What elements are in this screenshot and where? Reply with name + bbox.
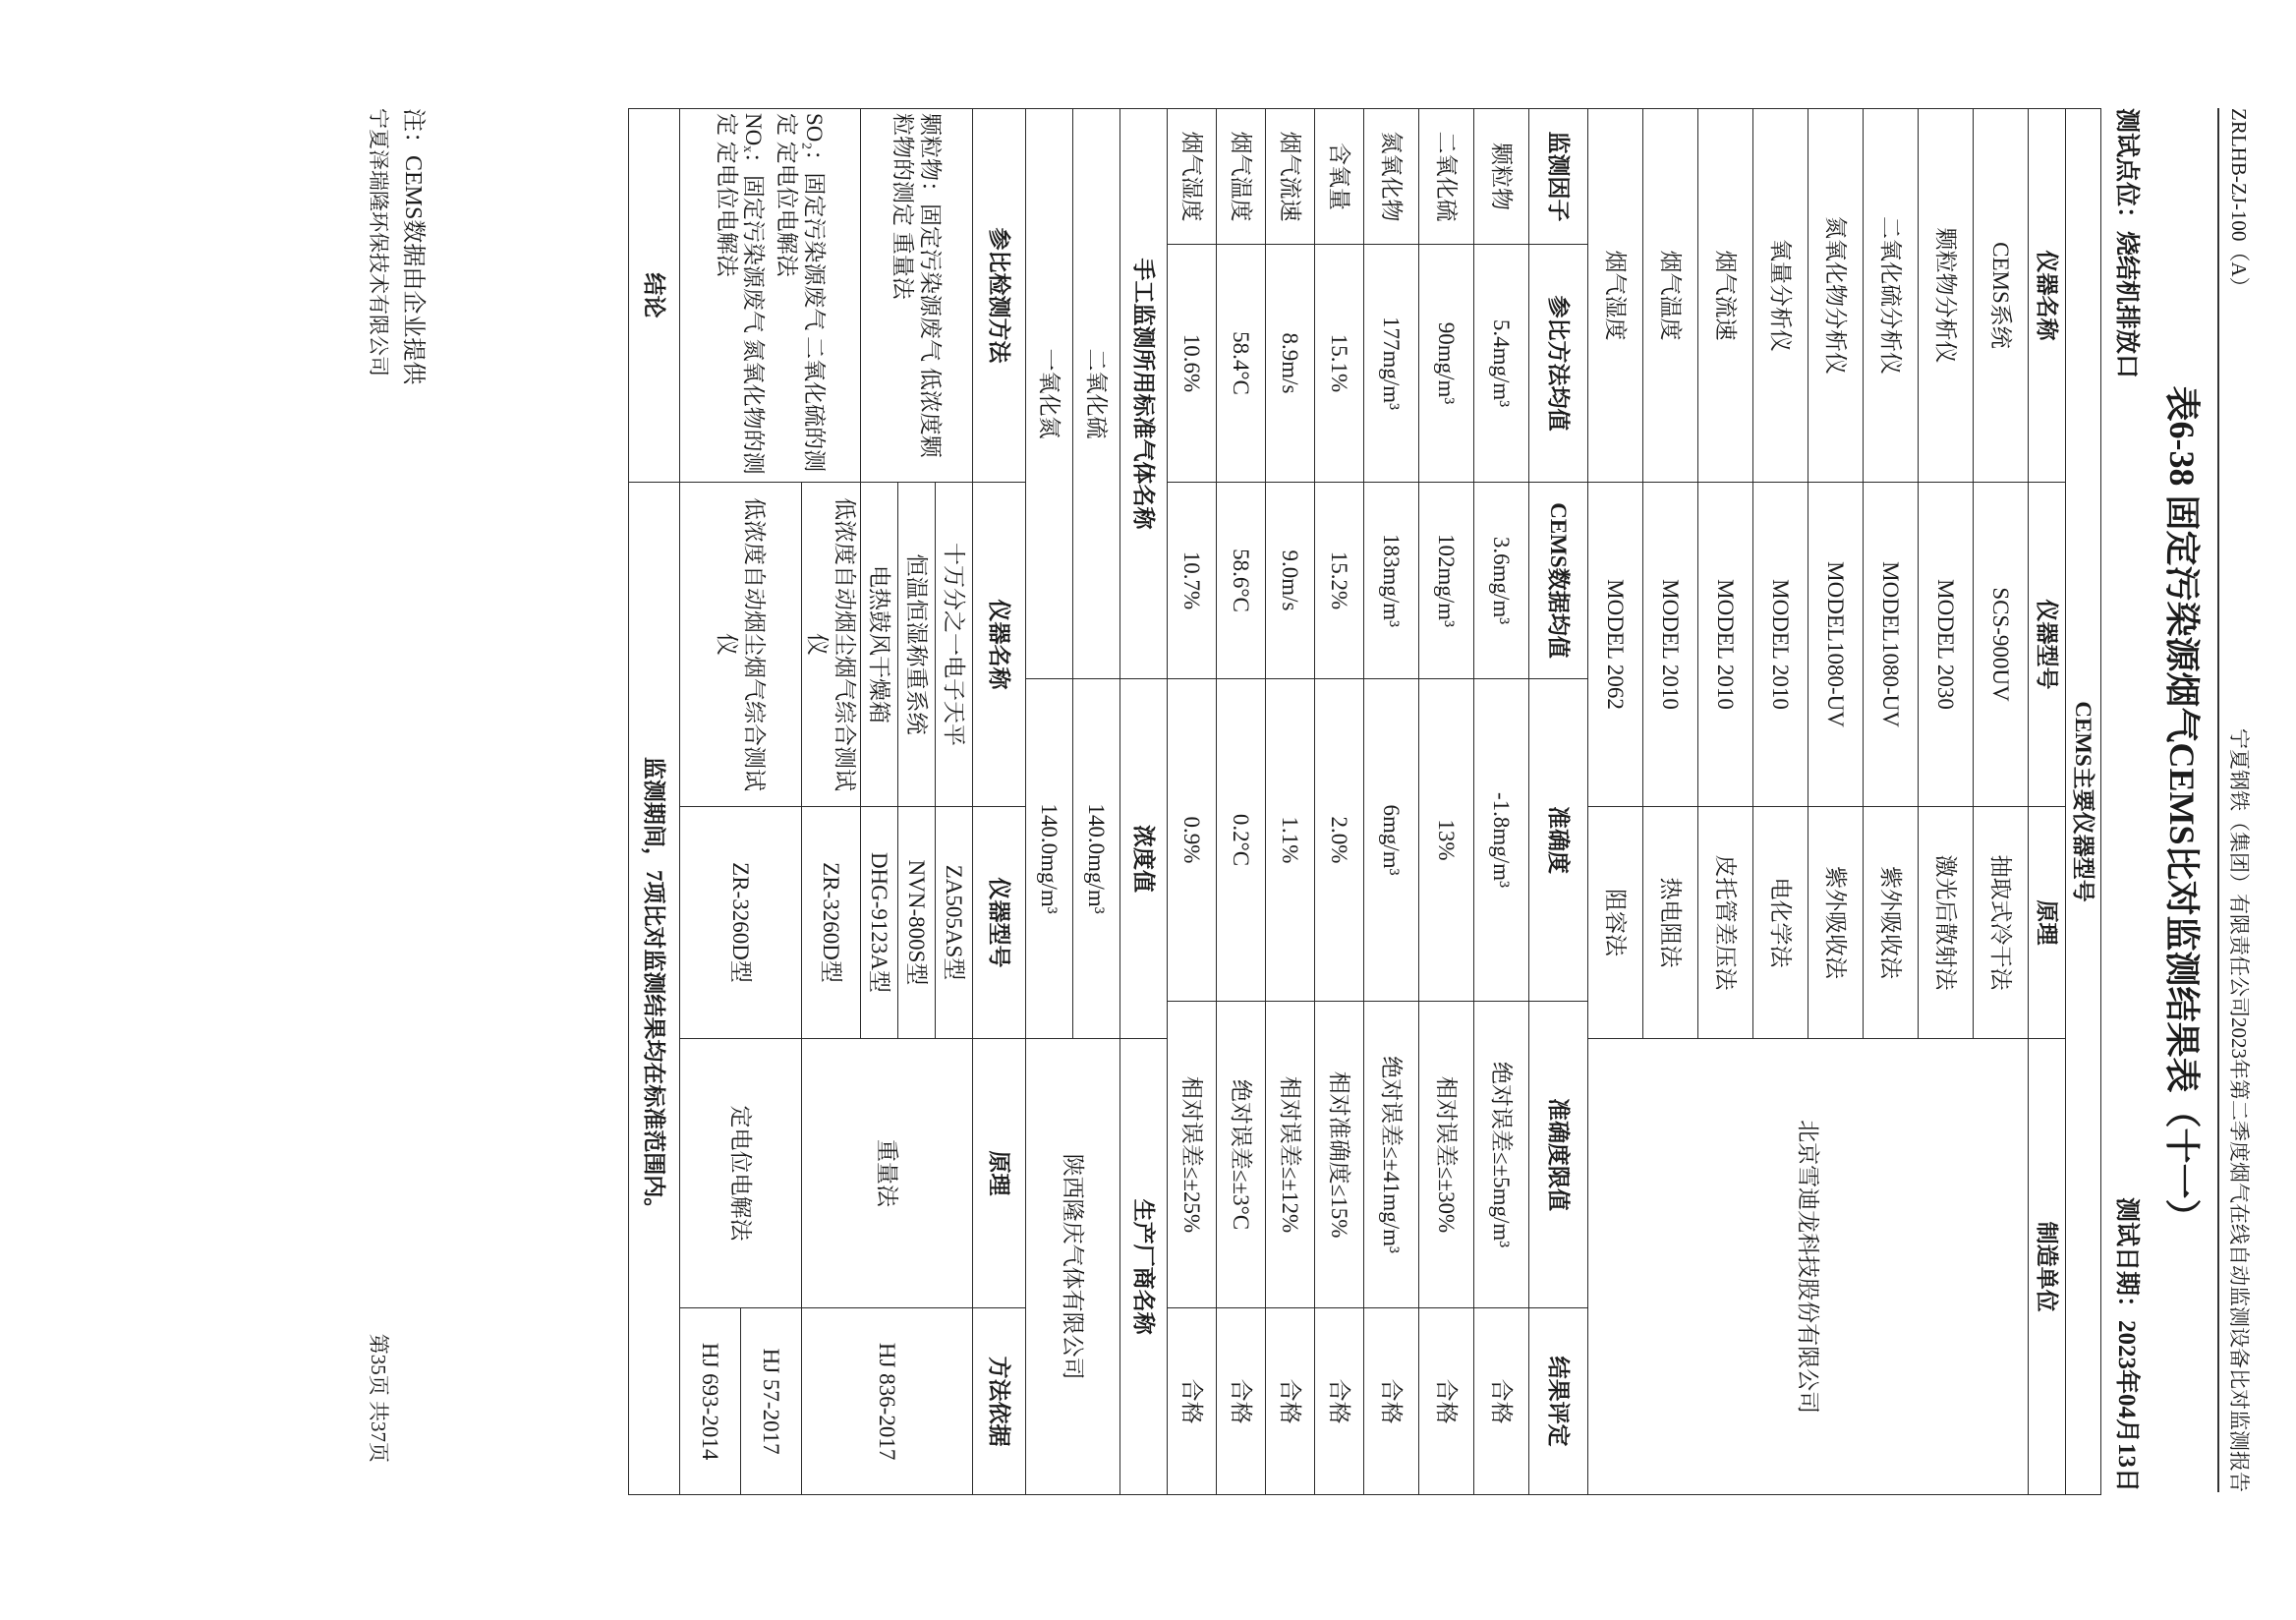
col-ref-method: 参比检测方法 <box>973 109 1026 483</box>
test-meta <box>2111 108 2147 1492</box>
table-row: 二氧化硫 140.0mg/m³ 陕西隆庆气体有限公司 <box>1073 109 1120 1495</box>
table-row: 低浓度自动烟尘烟气综合测试仪 ZR-3260D型 定电位电解法 HJ 57-2017 <box>740 109 801 1495</box>
table-row: 烟气流速 8.9m/s 9.0m/s 1.1% 相对误差≤±12% 合格 <box>1266 109 1315 1495</box>
table-row: SO₂：固定污染源废气 二氧化硫的测定 定电位电解法 NOₓ：固定污染源废气 氮氧化物的测定 定电位电解法 低浓度自动烟尘烟气综合测试仪 ZR-3260D型 <box>801 109 860 1495</box>
test-point: 测试点位：烧结机排放口 <box>2113 108 2140 379</box>
monitor-header-row <box>1529 109 1588 1495</box>
conclusion-label: 结论 <box>628 109 679 483</box>
method-so2: SO₂：固定污染源废气 二氧化硫的测定 定电位电解法 <box>775 113 827 473</box>
gas-maker: 陕西隆庆气体有限公司 <box>1026 1039 1120 1495</box>
col-gas-maker: 生产厂商名称 <box>1120 1039 1168 1495</box>
table-row: 烟气流速 MODEL 2010 皮托管差压法 <box>1698 109 1753 1495</box>
basis-nox: HJ 693-2014 <box>679 1308 740 1495</box>
table-row: 恒温恒湿称重系统 NVN-800S型 <box>898 109 936 1495</box>
table-row: 含氧量 15.1% 15.2% 2.0% 相对准确度≤15% 合格 <box>1315 109 1364 1495</box>
table-row: 烟气温度 58.4°C 58.6°C 0.2°C 绝对误差≤±3°C 合格 <box>1217 109 1266 1495</box>
col-instrument-name: 仪器名称 <box>2029 109 2066 483</box>
methods-gas <box>679 109 860 483</box>
col-accuracy: 准确度 <box>1529 679 1588 1002</box>
principle-electrolysis: 定电位电解法 <box>679 1039 801 1308</box>
col-cems-mean: CEMS数据均值 <box>1529 483 1588 679</box>
document-header <box>2217 108 2255 1492</box>
table-row: 烟气湿度 10.6% 10.7% 0.9% 相对误差≤±25% 合格 <box>1168 109 1217 1495</box>
col-principle: 原理 <box>2029 807 2066 1039</box>
col-ref-instrument: 仪器名称 <box>973 483 1026 807</box>
cems-comparison-table <box>628 108 2101 1495</box>
table-row: 氧量分析仪 MODEL 2010 电化学法 <box>1753 109 1808 1495</box>
table-row: 颗粒物 5.4mg/m³ 3.6mg/m³ -1.8mg/m³ 绝对误差≤±5mg/m³ 合格 <box>1474 109 1529 1495</box>
table-row: CEMS系统 SCS-900UV 抽取式冷干法 北京雪迪龙科技股份有限公司 <box>1974 109 2029 1495</box>
table-note: 注：CEMS数据由企业提供 <box>400 108 426 385</box>
std-gas-header-row <box>1120 109 1168 1495</box>
method-nox: NOₓ：固定污染源废气 氮氧化物的测定 定电位电解法 <box>714 113 767 475</box>
col-concentration: 浓度值 <box>1120 679 1168 1039</box>
test-date: 测试日期：2023年04月13日 <box>2113 1196 2140 1492</box>
conclusion-row <box>628 109 679 1495</box>
col-instrument-model: 仪器型号 <box>2029 483 2066 807</box>
col-limit: 准确度限值 <box>1529 1002 1588 1308</box>
table-row: 烟气湿度 MODEL 2062 阻容法 <box>1588 109 1643 1495</box>
table-row: 氮氧化物 177mg/m³ 183mg/m³ 6mg/m³ 绝对误差≤±41mg/m³ 合格 <box>1364 109 1419 1495</box>
table-row: 电热鼓风干燥箱 DHG-9123A型 <box>861 109 898 1495</box>
page-number: 第35页 共37页 <box>367 1333 390 1463</box>
basis-particulate: HJ 836-2017 <box>801 1308 972 1495</box>
ref-header-row <box>973 109 1026 1495</box>
table-row: 二氧化硫分析仪 MODEL1080-UV 紫外吸收法 <box>1864 109 1919 1495</box>
method-particulate: 颗粒物：固定污染源废气 低浓度颗粒物的测定 重量法 <box>861 109 973 483</box>
col-factor: 监测因子 <box>1529 109 1588 245</box>
principle-gravimetric: 重量法 <box>801 1039 972 1308</box>
report-name: 宁夏钢铁（集团）有限责任公司2023年第二季度烟气在线自动监测设备比对监测报告 <box>2227 728 2251 1492</box>
table-row: 一氧化氮 140.0mg/m³ <box>1026 109 1073 1495</box>
cems-header-row <box>2029 109 2066 1495</box>
document-code: ZRLHB-ZJ-100（A） <box>2227 108 2251 298</box>
basis-so2: HJ 57-2017 <box>740 1308 801 1495</box>
table-row: 颗粒物分析仪 MODEL 2030 激光后散射法 <box>1919 109 1974 1495</box>
col-maker: 制造单位 <box>2029 1039 2066 1495</box>
table-row: 二氧化硫 90mg/m³ 102mg/m³ 13% 相对误差≤±30% 合格 <box>1419 109 1474 1495</box>
cems-section-title: CEMS主要仪器型号 <box>2066 109 2101 1495</box>
footer-company: 宁夏泽瑞隆环保技术有限公司 <box>367 108 390 376</box>
table-row: 烟气温度 MODEL 2010 热电阻法 <box>1643 109 1698 1495</box>
std-gas-section-title: 手工监测所用标准气体名称 <box>1120 109 1168 679</box>
col-ref-model: 仪器型号 <box>973 807 1026 1039</box>
conclusion-text: 监测期间，7项比对监测结果均在标准范围内。 <box>628 483 679 1495</box>
col-result: 结果评定 <box>1529 1308 1588 1495</box>
col-ref-basis: 方法依据 <box>973 1308 1026 1495</box>
cems-maker: 北京雪迪龙科技股份有限公司 <box>1588 1039 2029 1495</box>
table-row: 氮氧化物分析仪 MODEL1080-UV 紫外吸收法 <box>1808 109 1864 1495</box>
col-ref-principle: 原理 <box>973 1039 1026 1308</box>
col-ref-mean: 参比方法均值 <box>1529 245 1588 483</box>
table-title: 表6-38 固定污染源烟气CEMS比对监测结果表（十一） <box>2162 385 2202 1235</box>
table-row: 颗粒物：固定污染源废气 低浓度颗粒物的测定 重量法 十万分之一电子天平 ZA505AS型 重量法 HJ 836-2017 <box>936 109 973 1495</box>
